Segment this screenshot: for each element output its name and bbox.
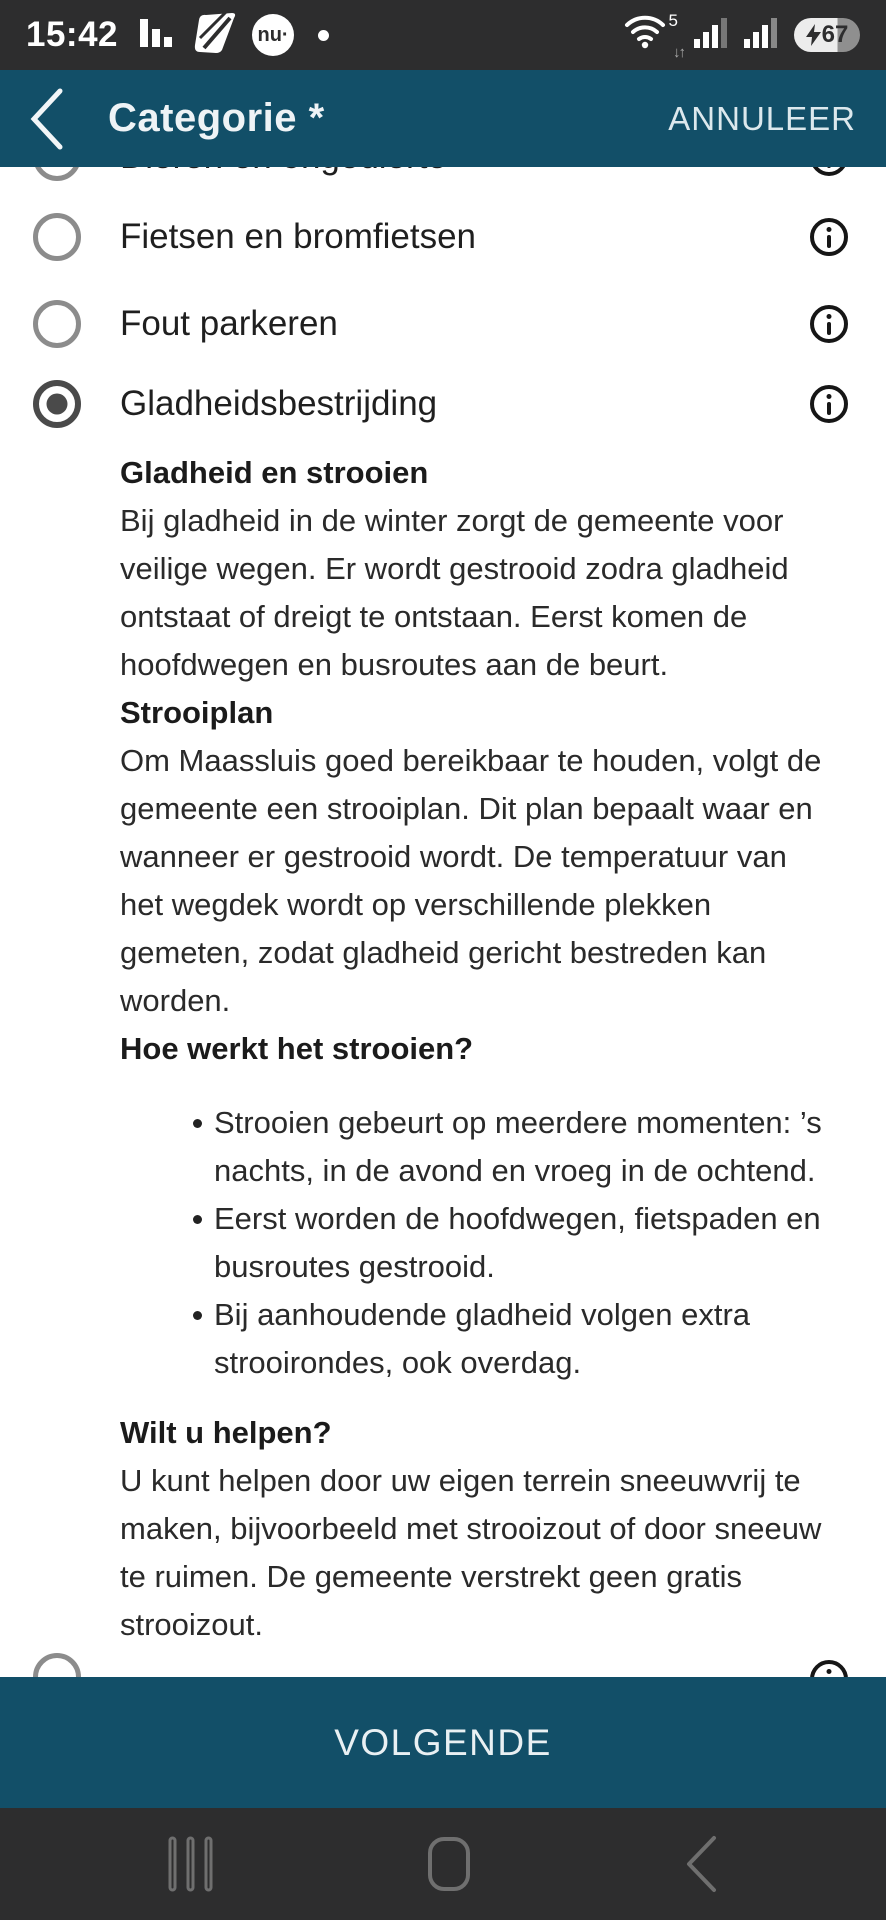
category-row-gladheidsbestrijding[interactable] <box>0 379 886 429</box>
description-line: gemeten, zodat gladheid gericht bestreden kan <box>120 935 767 970</box>
info-icon[interactable] <box>810 305 848 343</box>
category-label: Fietsen en bromfietsen <box>120 217 477 256</box>
status-bar-right <box>624 11 860 61</box>
battery-icon <box>794 18 860 52</box>
info-icon[interactable] <box>810 385 848 423</box>
description-line: strooizout. <box>120 1607 264 1642</box>
android-nav-bar <box>0 1808 886 1920</box>
battery-percent-label: 67 <box>821 21 849 48</box>
recents-icon <box>168 1836 214 1892</box>
bullet-item <box>193 1291 862 1387</box>
info-icon[interactable] <box>810 218 848 256</box>
description-line: worden. <box>120 983 231 1018</box>
wifi-traffic-arrows-icon: ↓↑ <box>673 44 684 61</box>
section-heading: Strooiplan <box>120 695 274 730</box>
radio-selected-icon[interactable] <box>33 380 81 428</box>
clock: 15:42 <box>26 15 119 54</box>
app-header <box>0 70 886 167</box>
category-label: Gladheidsbestrijding <box>120 384 438 423</box>
chevron-left-icon <box>684 1835 718 1893</box>
section-heading: Hoe werkt het strooien? <box>120 1031 474 1066</box>
description-line: wanneer er gestrooid wordt. De temperatuur van <box>120 839 787 874</box>
layers-notification-icon <box>192 12 238 59</box>
page-title: Categorie * <box>108 96 325 140</box>
back-button[interactable] <box>30 88 70 150</box>
description-line: het wegdek wordt op verschillende plekken <box>120 887 712 922</box>
bullet-line: nachts, in de avond en vroeg in de ochtend. <box>214 1153 816 1188</box>
category-row-fout-parkeren[interactable] <box>0 299 886 349</box>
home-button[interactable] <box>426 1836 472 1892</box>
back-nav-button[interactable] <box>684 1835 718 1893</box>
wifi-icon <box>624 11 684 61</box>
next-button[interactable] <box>0 1677 886 1808</box>
next-button-label: VOLGENDE <box>334 1721 552 1763</box>
description-line: te ruimen. De gemeente verstrekt geen gratis <box>120 1559 743 1594</box>
wifi-generation-label: 5 <box>668 11 678 30</box>
status-bar <box>0 0 886 70</box>
description-line: maken, bijvoorbeeld met strooizout of door sneeuw <box>120 1511 822 1546</box>
signal-sim2-icon <box>744 15 780 56</box>
description-line: U kunt helpen door uw eigen terrein sneeuwvrij te <box>120 1463 801 1498</box>
category-description <box>120 449 862 1649</box>
radio-unselected-icon[interactable] <box>33 300 81 348</box>
category-row-fietsen[interactable] <box>0 212 886 262</box>
bullet-line: Strooien gebeurt op meerdere momenten: ’s <box>214 1105 822 1140</box>
radio-unselected-icon[interactable] <box>33 213 81 261</box>
bullet-line: strooirondes, ook overdag. <box>214 1345 582 1380</box>
bullet-item <box>193 1195 862 1291</box>
category-label: Fout parkeren <box>120 304 338 343</box>
section-heading: Wilt u helpen? <box>120 1415 332 1450</box>
description-line: hoofdwegen en busroutes aan de beurt. <box>120 647 669 682</box>
nu-app-notification-icon: nu· <box>252 14 294 56</box>
chevron-left-icon <box>30 88 64 150</box>
description-line: ontstaat of dreigt te ontstaan. Eerst komen de <box>120 599 748 634</box>
cancel-button[interactable]: ANNULEER <box>668 99 856 137</box>
bullet-line: Bij aanhoudende gladheid volgen extra <box>214 1297 751 1332</box>
description-line: Om Maassluis goed bereikbaar te houden, volgt de <box>120 743 822 778</box>
bullet-item <box>193 1099 862 1195</box>
recent-apps-button[interactable] <box>168 1836 214 1892</box>
bullet-line: Eerst worden de hoofdwegen, fietspaden en <box>214 1201 821 1236</box>
status-bar-left <box>26 12 329 59</box>
description-line: veilige wegen. Er wordt gestrooid zodra gladheid <box>120 551 789 586</box>
section-heading: Gladheid en strooien <box>120 455 429 490</box>
description-line: Bij gladheid in de winter zorgt de gemeente voor <box>120 503 784 538</box>
bullet-list <box>120 1099 862 1387</box>
description-line: gemeente een strooiplan. Dit plan bepaalt waar en <box>120 791 813 826</box>
bullet-line: busroutes gestrooid. <box>214 1249 495 1284</box>
home-icon <box>426 1836 472 1892</box>
signal-sim1-icon <box>694 15 730 56</box>
charging-bolt-icon <box>806 24 821 46</box>
notification-dot-icon <box>318 30 329 41</box>
stats-notification-icon <box>138 15 178 56</box>
